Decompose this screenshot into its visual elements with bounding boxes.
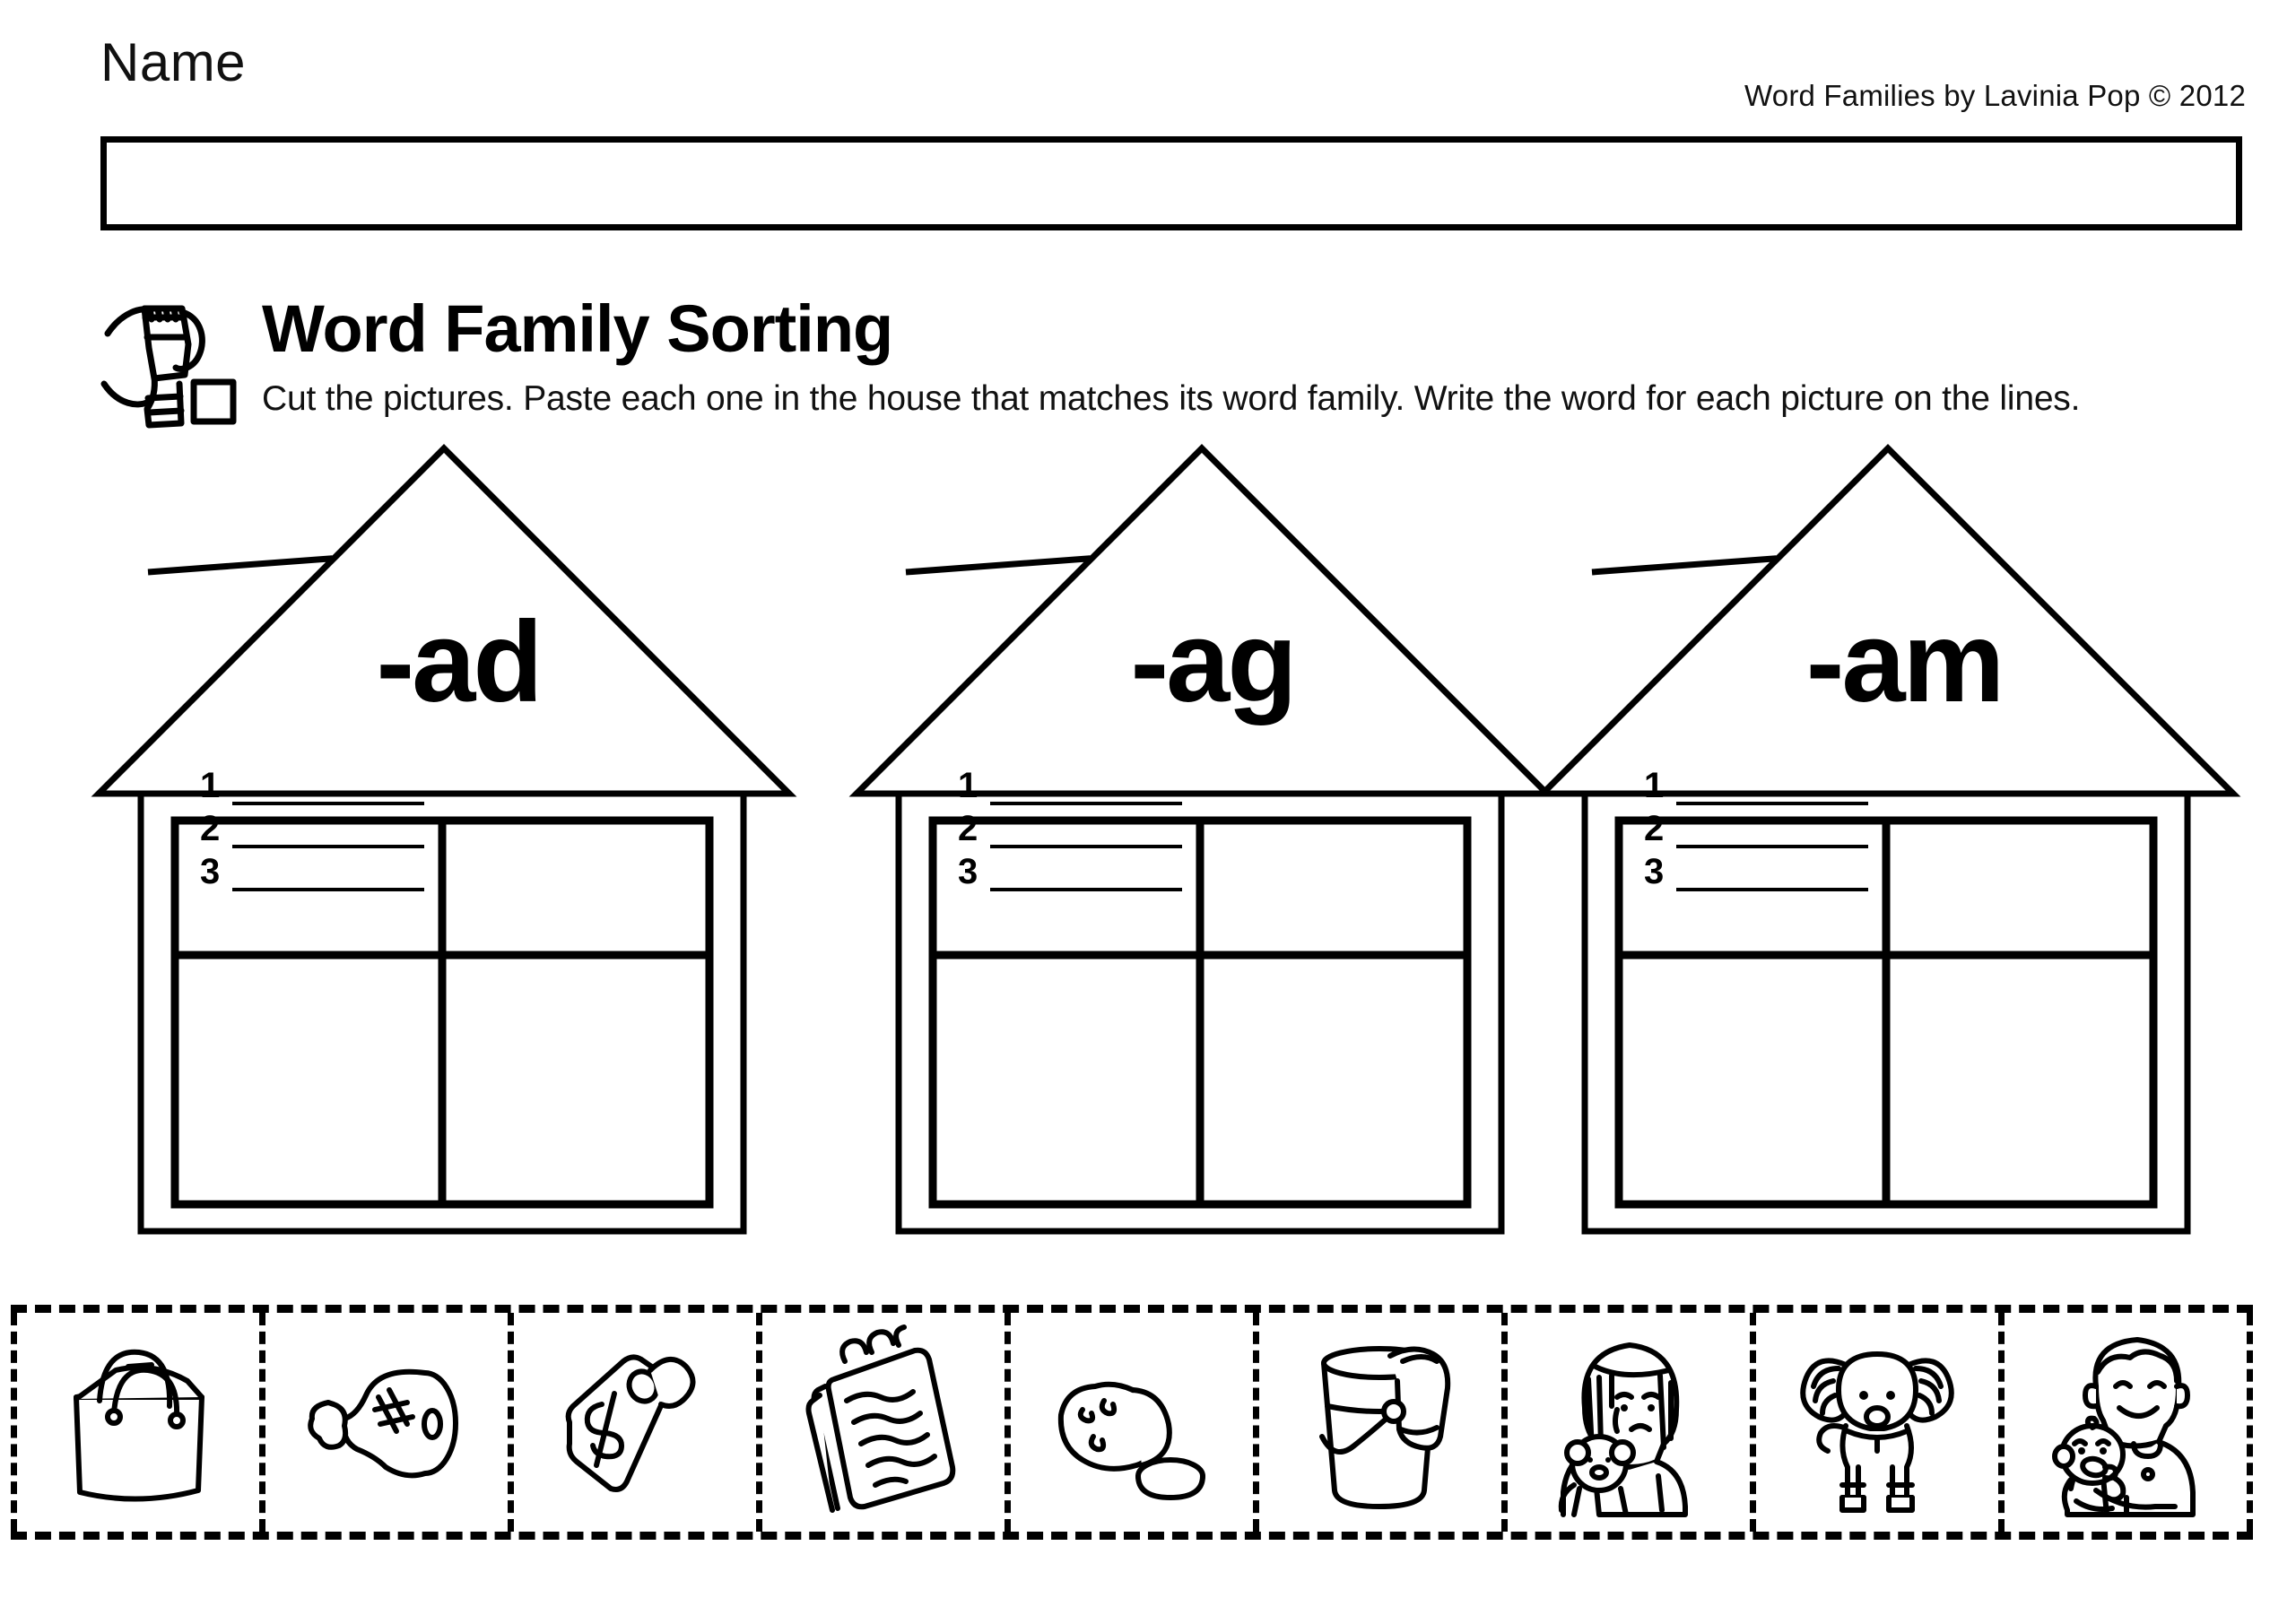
glue-stick-icon: [95, 298, 239, 432]
write-line[interactable]: [990, 844, 1182, 848]
line-number: 1: [200, 766, 221, 805]
sad-girl-icon: [1544, 1331, 1714, 1515]
line-number: 3: [1644, 852, 1665, 891]
line-number: 3: [200, 852, 221, 891]
line-number: 3: [958, 852, 978, 891]
house-family-label: -ad: [376, 598, 541, 726]
roof-shape: [1543, 448, 2233, 794]
cut-out-strip: [11, 1305, 2253, 1540]
cut-out-card[interactable]: [1750, 1313, 1998, 1532]
write-line[interactable]: [232, 887, 424, 891]
cut-out-card[interactable]: [1253, 1313, 1501, 1532]
writing-line-row[interactable]: [200, 848, 424, 891]
tag-icon: [550, 1331, 720, 1515]
bag-icon: [53, 1331, 223, 1515]
write-line[interactable]: [1676, 887, 1868, 891]
write-line[interactable]: [232, 844, 424, 848]
cut-out-card[interactable]: [1998, 1313, 2253, 1532]
writing-line-row[interactable]: [958, 762, 1182, 805]
line-number: 1: [1644, 766, 1665, 805]
line-number: 2: [958, 809, 978, 848]
writing-lines-group: [958, 762, 1182, 892]
line-number: 2: [1644, 809, 1665, 848]
house-family-label: -ag: [1130, 598, 1295, 726]
write-line[interactable]: [990, 887, 1182, 891]
cut-out-card[interactable]: [1501, 1313, 1750, 1532]
pad-icon: [798, 1331, 969, 1515]
cut-out-card[interactable]: [508, 1313, 756, 1532]
house-family-label: -am: [1805, 598, 2003, 726]
rag-pail-icon: [1295, 1331, 1465, 1515]
writing-line-row[interactable]: [1644, 805, 1868, 848]
name-input-box[interactable]: [100, 136, 2242, 230]
cut-out-card[interactable]: [11, 1313, 259, 1532]
ham-sliced-icon: [1047, 1331, 1217, 1515]
write-line[interactable]: [1676, 801, 1868, 805]
page-title: Word Family Sorting: [262, 291, 893, 366]
writing-line-row[interactable]: [200, 762, 424, 805]
writing-line-row[interactable]: [200, 805, 424, 848]
writing-line-row[interactable]: [958, 805, 1182, 848]
ham-icon: [301, 1331, 472, 1515]
line-number: 2: [200, 809, 221, 848]
cut-out-card[interactable]: [259, 1313, 508, 1532]
house-card: [94, 444, 803, 1251]
write-line[interactable]: [232, 801, 424, 805]
ram-icon: [1792, 1331, 1962, 1515]
dad-icon: [2040, 1331, 2211, 1515]
copyright-text: Word Families by Lavinia Pop © 2012: [1744, 79, 2246, 112]
line-number: 1: [958, 766, 978, 805]
write-line[interactable]: [1676, 844, 1868, 848]
writing-lines-group: [1644, 762, 1868, 892]
writing-line-row[interactable]: [958, 848, 1182, 891]
writing-line-row[interactable]: [1644, 848, 1868, 891]
cut-out-card[interactable]: [1004, 1313, 1253, 1532]
writing-line-row[interactable]: [1644, 762, 1868, 805]
instruction-text: Cut the pictures. Paste each one in the house that matches its word family. Write the word for each picture on the lines.: [262, 379, 2081, 418]
cut-out-card[interactable]: [756, 1313, 1004, 1532]
house-card: [852, 444, 1561, 1251]
roof-shape: [857, 448, 1547, 794]
write-line[interactable]: [990, 801, 1182, 805]
house-card: [1538, 444, 2247, 1251]
writing-lines-group: [200, 762, 424, 892]
houses-row: [0, 444, 2296, 1251]
name-label: Name: [100, 32, 247, 92]
roof-shape: [99, 448, 789, 794]
